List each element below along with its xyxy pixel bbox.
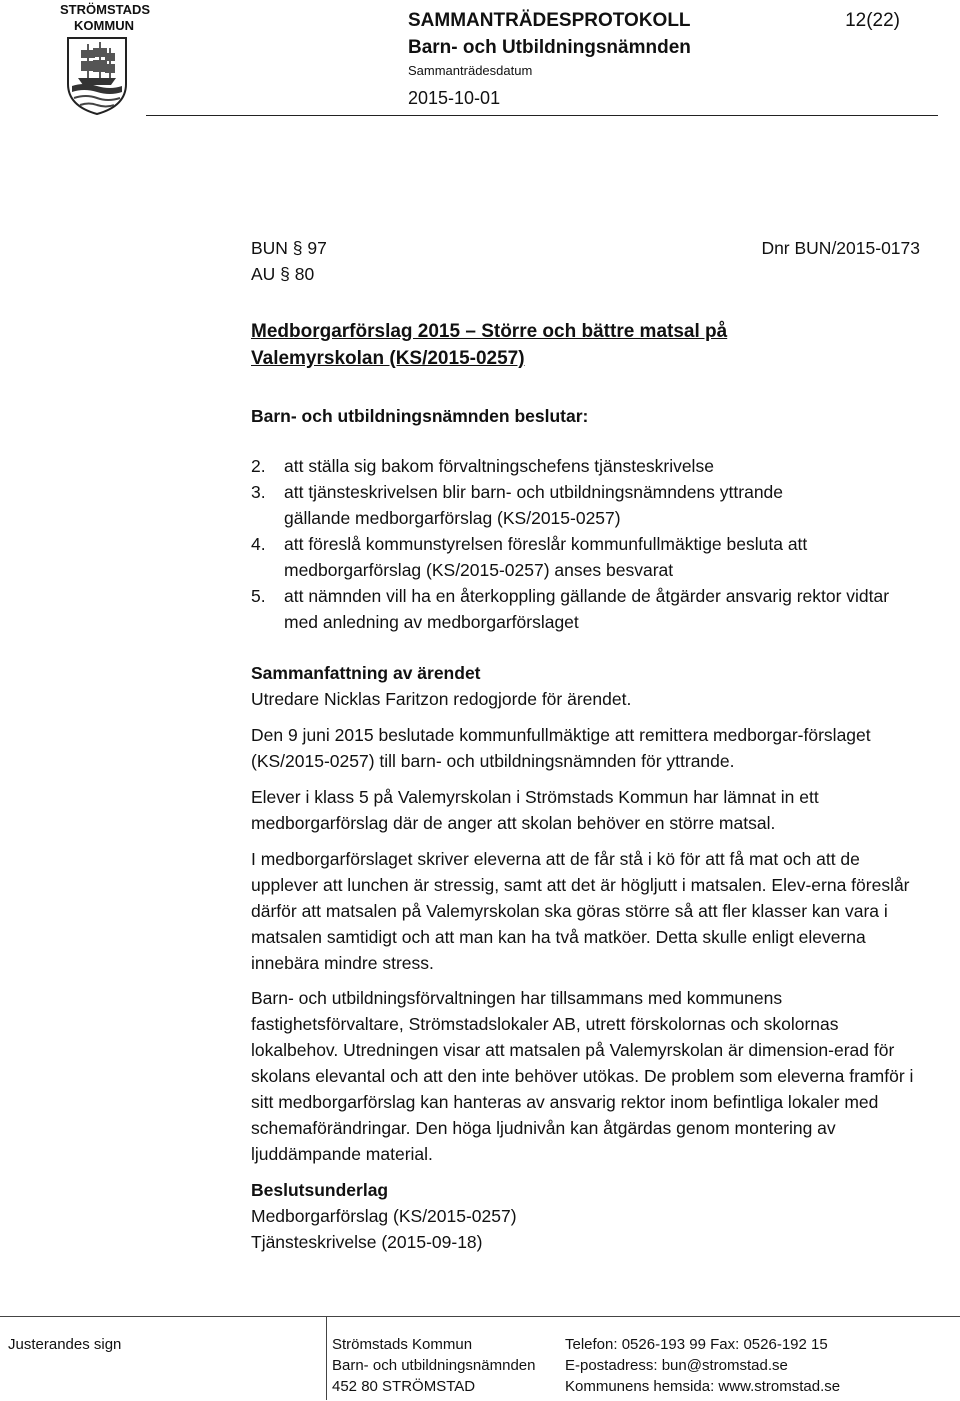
bun-section: BUN § 97 xyxy=(251,238,327,258)
summary-paragraph: Utredare Nicklas Faritzon redogjorde för ärendet. xyxy=(251,689,632,709)
summary-paragraph: Barn- och utbildningsförvaltningen har tillsammans med kommunens fastighetsförvaltare, Strömstadslokaler AB, utrett förskolornas och skolornas lokalbehov. Utredningen visar att matsalen på Valemyrskolan är dimension-erad för skolans elevantal och att den inte behöver utökas. De problem som eleverna framför i sitt medborgarförslag kan hanteras av ansvarig rektor inom befintliga lokaler med schemaförändringar. Den höga ljudnivån kan åtgärdas genom montering av ljuddämpande material. xyxy=(251,988,914,1164)
summary-paragraph: Elever i klass 5 på Valemyrskolan i Strömstads Kommun har lämnat in ett medborgarförslag där de anger att skolan behöver en större matsal. xyxy=(251,787,819,833)
item-text: att nämnden vill ha en återkoppling gällande de åtgärder ansvarig rektor vidtar med anledning av medborgarförslaget xyxy=(284,586,890,632)
committee-name: Barn- och Utbildningsnämnden xyxy=(408,37,691,58)
footer-org-line: Barn- och utbildningsnämnden xyxy=(332,1357,536,1374)
footer-column-divider xyxy=(326,1316,327,1400)
matter-title-line1: Medborgarförslag 2015 – Större och bättre matsal på xyxy=(251,321,728,342)
item-text: att tjänsteskrivelsen blir barn- och utbildningsnämndens yttrande gällande medborgarförslag (KS/2015-0257) xyxy=(284,482,784,528)
footer-org-line: Strömstads Kommun xyxy=(332,1336,473,1353)
decision-item xyxy=(251,479,941,531)
coat-of-arms-logo xyxy=(64,36,130,116)
summary-paragraph: Den 9 juni 2015 beslutade kommunfullmäktige att remittera medborgar-förslaget (KS/2015-0257) till barn- och utbildningsnämnden för yttrande. xyxy=(251,725,871,771)
item-number: 4. xyxy=(251,534,266,554)
item-number: 3. xyxy=(251,482,266,502)
page-number: 12(22) xyxy=(845,10,900,31)
header-divider xyxy=(146,115,938,116)
municipality-line1: STRÖMSTADS xyxy=(60,2,151,17)
signature-label: Justerandes sign xyxy=(8,1336,122,1353)
document-title: SAMMANTRÄDESPROTOKOLL xyxy=(408,10,691,31)
meeting-date-label: Sammanträdesdatum xyxy=(408,63,533,78)
decision-item xyxy=(251,453,941,479)
footer-phone-fax: Telefon: 0526-193 99 Fax: 0526-192 15 xyxy=(565,1336,828,1353)
footer-contact xyxy=(565,1334,840,1397)
decision-item xyxy=(251,531,941,583)
au-section: AU § 80 xyxy=(251,264,315,284)
item-number: 5. xyxy=(251,586,266,606)
summary-heading: Sammanfattning av ärendet xyxy=(251,663,481,683)
municipality-name xyxy=(60,2,151,34)
municipality-line2: KOMMUN xyxy=(74,18,134,33)
meeting-date: 2015-10-01 xyxy=(408,88,501,108)
basis-heading: Beslutsunderlag xyxy=(251,1180,389,1200)
footer-org-line: 452 80 STRÖMSTAD xyxy=(332,1378,476,1395)
summary-paragraph: I medborgarförslaget skriver eleverna att de får stå i kö för att få mat och att de upplever att lunchen är stressig, samt att det är högljutt i matsalen. Elev-erna föreslår därför att matsalen på Valemyrskolan ska göras större så att fler klasser kan vara i matsalen samtidigt och att man kan ha två matköer. Detta skulle enligt eleverna innebära mindre stress. xyxy=(251,849,910,973)
footer-website: Kommunens hemsida: www.stromstad.se xyxy=(565,1378,841,1395)
item-number: 2. xyxy=(251,456,266,476)
item-text: att ställa sig bakom förvaltningschefens tjänsteskrivelse xyxy=(284,456,714,476)
diary-number: Dnr BUN/2015-0173 xyxy=(761,238,920,258)
footer-divider xyxy=(0,1316,960,1317)
footer-email: E-postadress: bun@stromstad.se xyxy=(565,1357,788,1374)
decision-list xyxy=(251,453,941,635)
footer-organization xyxy=(332,1334,535,1397)
item-text: att föreslå kommunstyrelsen föreslår kommunfullmäktige besluta att medborgarförslag (KS/2015-0257) anses besvarat xyxy=(284,534,808,580)
decision-item xyxy=(251,583,941,635)
basis-item: Tjänsteskrivelse (2015-09-18) xyxy=(251,1232,483,1252)
basis-item: Medborgarförslag (KS/2015-0257) xyxy=(251,1206,517,1226)
decision-heading: Barn- och utbildningsnämnden beslutar: xyxy=(251,406,589,426)
matter-title-line2: Valemyrskolan (KS/2015-0257) xyxy=(251,348,525,369)
